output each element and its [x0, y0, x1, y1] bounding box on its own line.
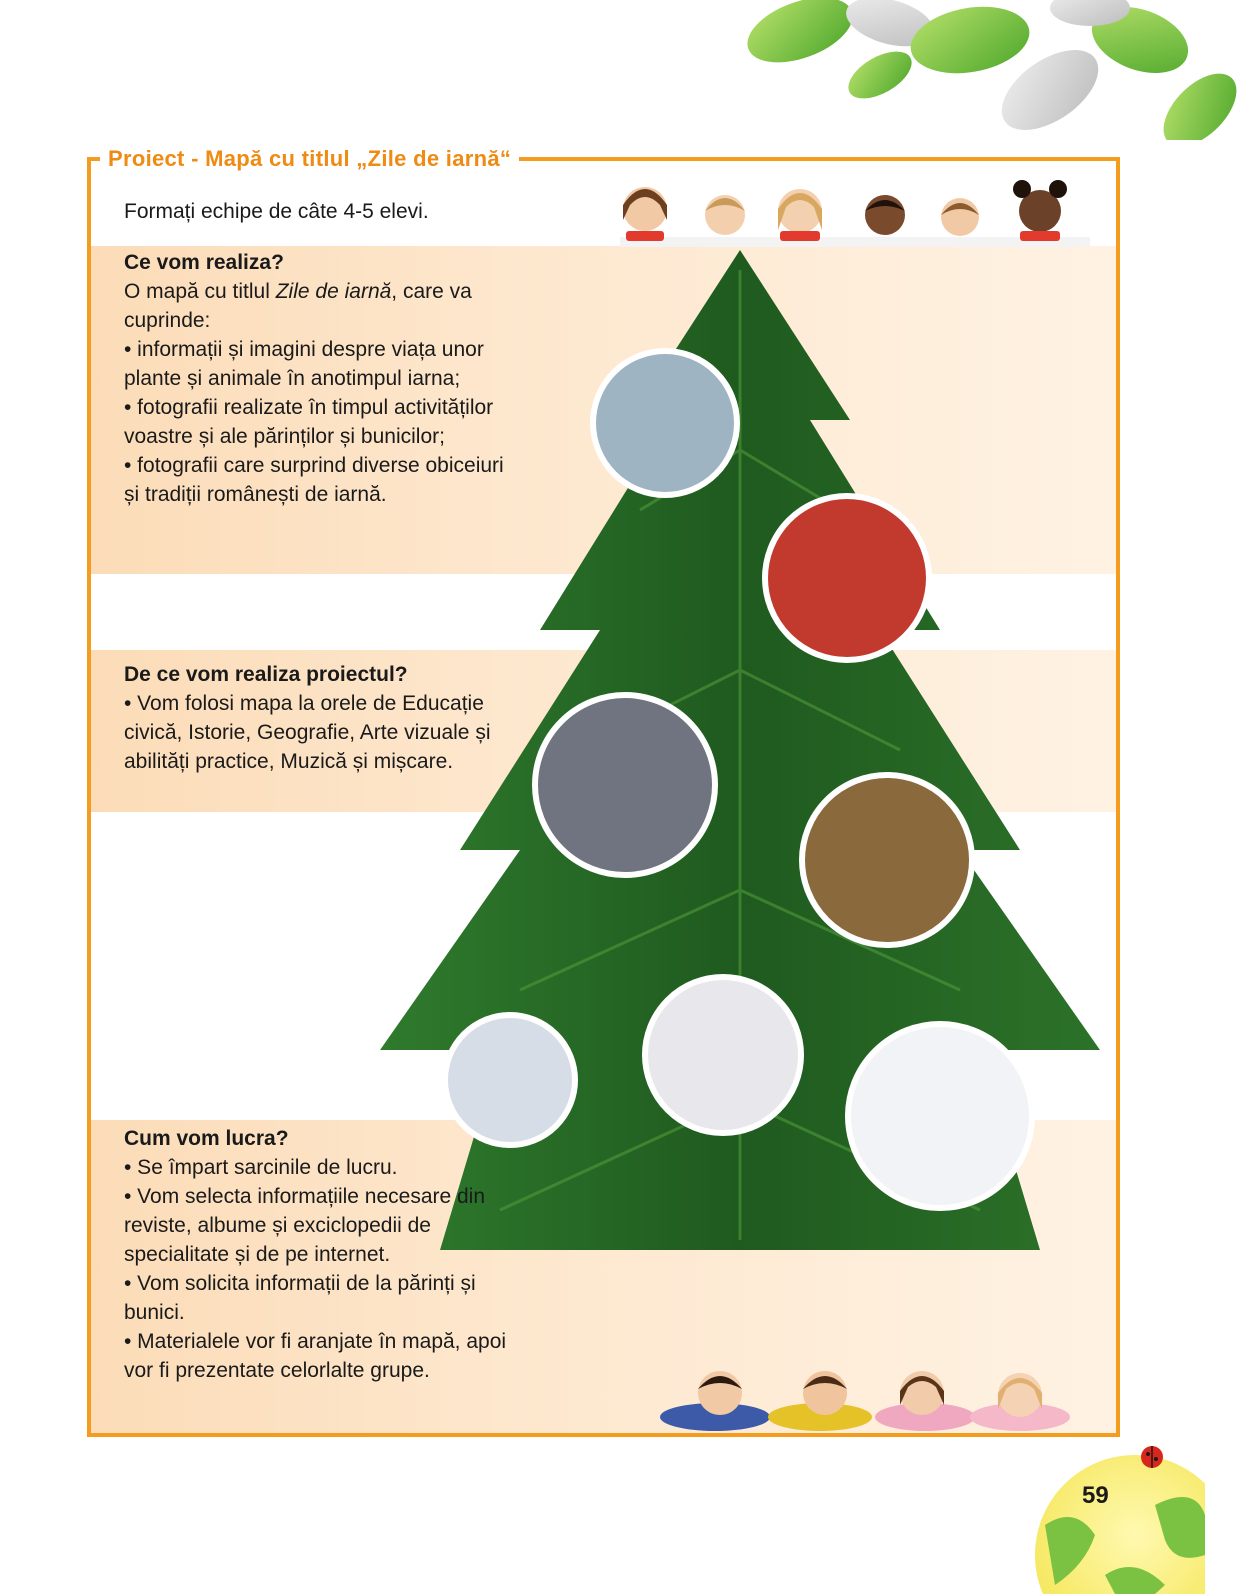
bullet-item: • Vom selecta informațiile necesare din reviste, albume și exciclopedii de specialitate și de pe internet. [124, 1185, 486, 1266]
bullet-item: • fotografii care surprind diverse obiceiuri și tradiții românești de iarnă. [124, 454, 504, 506]
section-heading: Cum vom lucra? [124, 1127, 289, 1150]
bullet-item: • fotografii realizate în timpul activităților voastre și ale părinților și bunicilor; [124, 396, 494, 448]
section-heading: Ce vom realiza? [124, 251, 284, 274]
section-how [100, 1124, 510, 1385]
bullet-item: • Vom solicita informații de la părinți și bunici. [124, 1272, 476, 1324]
bullet-item: • Se împart sarcinile de lucru. [124, 1156, 398, 1179]
bullet-item: • Materialele vor fi aranjate în mapă, apoi vor fi prezentate celorlalte grupe. [124, 1330, 507, 1382]
photo-birds [593, 351, 737, 495]
section-heading: De ce vom realiza proiectul? [124, 663, 408, 686]
photo-santa [765, 496, 929, 660]
photo-skiing [848, 1024, 1032, 1208]
bullet-item: • informații și imagini despre viața unor plante și animale în anotimpul iarna; [124, 338, 484, 390]
project-title: Proiect - Mapă cu titlul „Zile de iarnă“ [100, 146, 519, 172]
globe-icon [1035, 1445, 1205, 1594]
section-what [100, 248, 510, 509]
section-lead: O mapă cu titlul Zile de iarnă, care va cuprinde: [124, 280, 472, 332]
children-illustration [620, 175, 1090, 247]
photo-goat-custom [645, 977, 801, 1133]
photo-carolers [535, 695, 715, 875]
photo-bear-dance [802, 775, 972, 945]
intro-text: Formați echipe de câte 4-5 elevi. [124, 200, 429, 223]
leaves-decoration [740, 0, 1240, 140]
section-why [100, 660, 510, 776]
children-lying-illustration [660, 1355, 1080, 1433]
bullet-item: • Vom folosi mapa la orele de Educație civică, Istorie, Geografie, Arte vizuale și abilități practice, Muzică și mișcare. [124, 692, 491, 773]
page-number: 59 [1082, 1482, 1109, 1509]
